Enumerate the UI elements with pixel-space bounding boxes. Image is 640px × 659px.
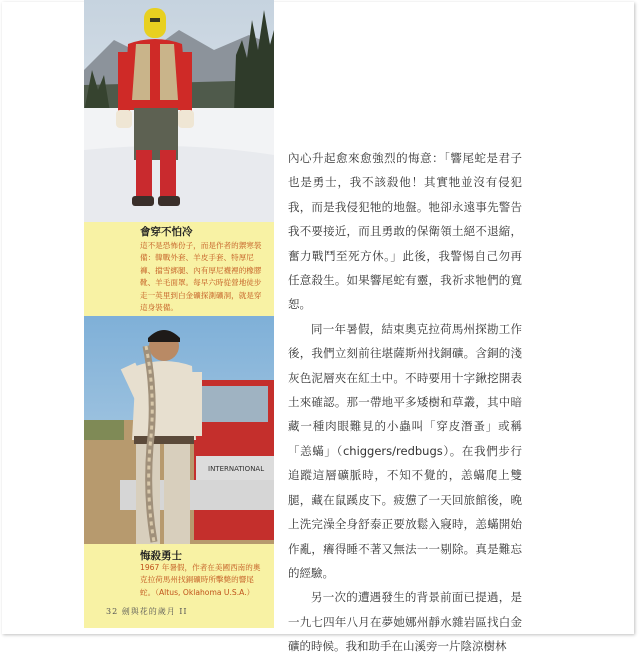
caption-title: 會穿不怕冷: [140, 226, 193, 238]
rattlesnake-photo: [84, 316, 274, 544]
snow-photo: [84, 0, 274, 222]
page-footer: 32 劍與花的歲月 II: [106, 607, 188, 616]
caption-title: 悔殺勇士: [140, 550, 182, 562]
paragraph: 內心升起愈來愈強烈的悔意：「響尾蛇是君子也是勇士，我不該殺他！其實牠並沒有侵犯我，而是我侵犯牠的地盤。牠卻永遠事先警告我不要接近，而且勇敢的保衛領土絕不退縮，奮力戰鬥至死方休。」此後，我警惕自己勿再任意殺生。如果響尾蛇有靈，我祈求牠們的寬恕。: [288, 151, 522, 312]
photo-caption-column: [84, 0, 274, 628]
paragraph: 同一年暑假，結束奧克拉荷馬州探勘工作後，我們立刻前往堪薩斯州找銅礦。含銅的淺灰色泥層夾在紅土中。不時要用十字鍬挖開表土來確認。那一帶地平多矮樹和草叢，其中暗藏一種肉眼難見的小蟲叫「穿皮潛蚤」或稱「恙蟎」（chiggers/redbugs）。在我們步行追蹤這層礦脈時，不知不覺的，恙蟎爬上雙腿，藏在鼠蹊皮下。疲憊了一天回旅館後，晚上洗完澡全身舒泰正要放鬆入寢時，恙蟎開始作亂，癢得睡不著又無法一一剔除。真是難忘的經驗。: [288, 321, 522, 580]
body-text: [288, 146, 522, 659]
truck-lettering: INTERNATIONAL: [208, 465, 265, 473]
caption-text: 這不是恐怖份子，而是作者的禦寒裝備：韓戰外套、羊皮手套、特厚尼褲、擋雪綁腿、內有厚尼襪裡的橡膠靴、羊毛面罩。每早六時從營地徒步走一英里到白金礦探測礦洞，就是穿這身裝備。: [140, 241, 262, 313]
paragraph: 另一次的遭遇發生的背景前面已提過，是一九七四年八月在夢她娜州靜水雜岩區找白金礦的時候。我和助手在山溪旁一片陰涼樹林: [288, 590, 522, 654]
caption-text: 1967 年暑假，作者在美國西南的奧克拉荷馬州找銅礦時所擊斃的響尾蛇。（Altus, Oklahoma U.S.A.）: [140, 563, 261, 597]
